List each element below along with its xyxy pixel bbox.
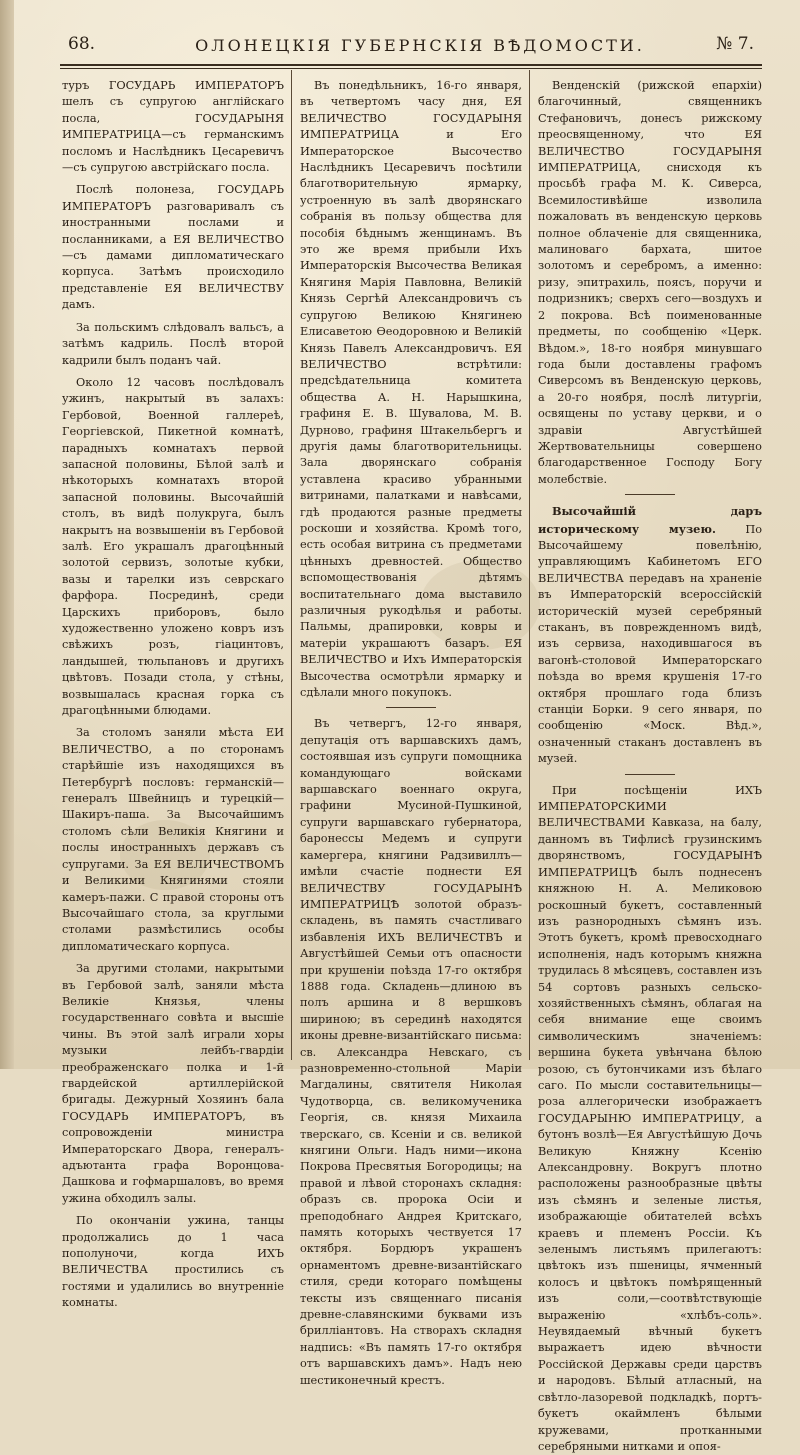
paragraph: Венденскій (рижской епархіи) благочинный, священникъ Стефановичъ, донесъ рижскому преосвященному, что ЕЯ ВЕЛИЧЕСТВО ГОСУДАРЫНЯ ИМПЕРАТРИЦА, снисходя къ просьбѣ графа М. К. Сиверса, Всемилостивѣйше изволила пожаловать въ венденскую церковь полное облаченіе для священника, малиноваго бархата, шитое золотомъ и серебромъ, а именно: ризу, эпитрахиль, поясъ, поручи и подризникъ; сверхъ сего—воздухъ и 2 покрова. Всѣ поименованные предметы, по сообщенію «Церк. Вѣдом.», 18-го ноября минувшаго года были доставлены графомъ Сиверсомъ въ Венденскую церковь, а 20-го ноября, послѣ литургіи, освящены по уставу церкви, и о здравіи Августѣйшей Жертвовательницы совершено благодарственное Господу Богу молебствіе.	[538, 79, 762, 486]
paragraph: Послѣ полонеза, ГОСУДАРЬ ИМПЕРАТОРЪ разговаривалъ съ иностранными послами и посланниками, а ЕЯ ВЕЛИЧЕСТВО—съ дамами дипломатическаго корпуса. Затѣмъ происходило представленіе ЕЯ ВЕЛИЧЕСТВУ дамъ.	[62, 183, 284, 312]
section-separator	[625, 494, 675, 495]
section-heading: Высочайшій даръ историческому музею.	[538, 504, 762, 536]
page-number: 68.	[68, 34, 96, 54]
section-separator	[386, 707, 436, 708]
column-3	[538, 78, 762, 1453]
paragraph: туръ ГОСУДАРЬ ИМПЕРАТОРЪ шелъ съ супругою англійскаго посла, ГОСУДАРЫНЯ ИМПЕРАТРИЦА—съ германскимъ посломъ и Наслѣдникъ Цесаревичъ—съ супругою австрійскаго посла.	[62, 79, 284, 175]
column-divider	[291, 70, 292, 1060]
page-binding-edge	[0, 0, 14, 1069]
paragraph: За польскимъ слѣдовалъ вальсъ, а затѣмъ кадриль. Послѣ второй кадрили былъ поданъ чай.	[62, 320, 284, 367]
column-2	[300, 78, 522, 1387]
column-1	[62, 78, 284, 1310]
paragraph: Около 12 часовъ послѣдовалъ ужинъ, накрытый въ залахъ: Гербовой, Военной галлереѣ, Георгіевской, Пикетной комнатѣ, парадныхъ комнатахъ первой запасной половины, Бѣлой залѣ и нѣкоторыхъ комнатахъ второй запасной половины. Высочайшій столъ, въ видѣ полукруга, былъ накрытъ на возвышеніи въ Гербовой залѣ. Его украшалъ драгоцѣнный золотой сервизъ, золотые кубки, вазы и тарелки изъ севрскаго фарфора. Посрединѣ, среди Царскихъ приборовъ, было художественно уложено ковръ изъ свѣжихъ розъ, гіацинтовъ, ландышей, тюльпановъ и другихъ цвѣтовъ. Позади стола, у стѣны, возвышалась красная горка съ драгоцѣнными блюдами.	[62, 375, 284, 718]
header-rule-thin	[60, 68, 762, 69]
paragraph: Въ четвергъ, 12-го января, депутація отъ варшавскихъ дамъ, состоявшая изъ супруги помощника командующаго войсками варшавскаго военнаго округа, графини Мусиной-Пушкиной, супруги варшавскаго губернатора, баронессы Медемъ и супруги камергера, княгини Радзивиллъ—имѣли счастіе поднести ЕЯ ВЕЛИЧЕСТВУ ГОСУДАРЫНѢ ИМПЕРАТРИЦѢ золотой образъ-складень, въ память счастливаго избавленія ИХЪ ВЕЛИЧЕСТВЪ и Августѣйшей Семьи отъ опасности при крушеніи поѣзда 17-го октября 1888 года. Складень—длиною въ полъ аршина и 8 вершковъ шириною; въ серединѣ находятся иконы древне-византійскаго письма: св. Александра Невскаго, съ разновременно-стольной Маріи Магдалины, святителя Николая Чудотворца, св. великомученика Георгія, св. князя Михаила тверскаго, св. Ксеніи и св. великой княгини Ольги. Надъ ними—икона Покрова Пресвятыя Богородицы; на правой и лѣвой сторонахъ складня: образъ св. пророка Осіи и преподобнаго Андрея Критскаго, память которыхъ чествуется 17 октября. Бордюръ украшенъ орнаментомъ древне-византійскаго стиля, среди котораго помѣщены тексты изъ священнаго писанія древне-славянскими буквами изъ брилліантовъ. На створахъ складня надпись: «Въ память 17-го октября отъ варшавскихъ дамъ». Надъ нею шестиконечный крестъ.	[300, 717, 522, 1387]
paragraph: По окончаніи ужина, танцы продолжались до 1 часа пополуночи, когда ИХЪ ВЕЛИЧЕСТВА простились съ гостями и удалились во внутренніе комнаты.	[62, 1214, 284, 1310]
paragraph: Въ понедѣльникъ, 16-го января, въ четвертомъ часу дня, ЕЯ ВЕЛИЧЕСТВО ГОСУДАРЫНЯ ИМПЕРАТРИЦА и Его Императорское Высочество Наслѣдникъ Цесаревичъ посѣтили благотворительную ярмарку, устроенную въ залѣ дворянскаго собранія въ пользу общества для пособія бѣднымъ женщинамъ. Въ это же время прибыли Ихъ Императорскія Высочества Великая Княгиня Марія Павловна, Великій Князь Сергѣй Александровичъ съ супругою Великою Княгинею Елисаветою Ѳеодоровною и Великій Князь Павелъ Александровичъ. ЕЯ ВЕЛИЧЕСТВО встрѣтили: предсѣдательница комитета общества А. Н. Нарышкина, графиня Е. В. Шувалова, М. В. Дурново, графиня Штакельбергъ и другія дамы благотворительницы. Зала дворянскаго собранія уставлена красиво убранными витринами, палатками и навѣсами, гдѣ продаются разные предметы роскоши и хозяйства. Кромѣ того, есть особая витрина съ предметами цѣнныхъ древностей. Общество вспомоществованія дѣтямъ воспитательнаго дома выставило различныя рукодѣлья и работы. Пальмы, драпировки, ковры и матеріи украшаютъ базаръ. ЕЯ ВЕЛИЧЕСТВО и Ихъ Императорскія Высочества осмотрѣли ярмарку и сдѣлали много покупокъ.	[300, 79, 522, 700]
paragraph	[538, 503, 762, 768]
section-separator	[625, 774, 675, 775]
paragraph-text: По Высочайшему повелѣнію, управляющимъ Кабинетомъ ЕГО ВЕЛИЧЕСТВА передавъ на храненіе въ Императорскій всероссійскій историческій музей серебряный стаканъ, въ поврежденномъ видѣ, изъ сервиза, находившагося въ вагонѣ-столовой Императорскаго поѣзда во время крушенія 17-го октября прошлаго года близъ станціи Борки. 9 сего января, по сообщенію «Моск. Вѣд.», означенный стаканъ доставленъ въ музей.	[538, 522, 762, 766]
issue-number: № 7.	[716, 34, 754, 54]
column-divider	[529, 70, 530, 1060]
paragraph: За другими столами, накрытыми въ Гербовой залѣ, заняли мѣста Великіе Князья, члены государственнаго совѣта и высшіе чины. Въ этой залѣ играли хоры музыки лейбъ-гвардіи преображенскаго полка и 1-й гвардейской артиллерійской бригады. Дежурный Хозяинъ бала ГОСУДАРЬ ИМПЕРАТОРЪ, въ сопровожденіи министра Императорскаго Двора, генералъ-адъютанта графа Воронцова-Дашкова и гофмаршаловъ, во время ужина обходилъ залы.	[62, 962, 284, 1205]
paragraph: За столомъ заняли мѣста ЕИ ВЕЛИЧЕСТВО, а по сторонамъ старѣйшіе изъ находящихся въ Петербургѣ пословъ: германскій—генералъ Швейницъ и турецкій—Шакиръ-паша. За Высочайшимъ столомъ сѣли Великія Княгини и послы иностранныхъ державъ съ супругами. За ЕЯ ВЕЛИЧЕСТВОМЪ и Великими Княгинями стояли камеръ-пажи. С правой стороны отъ Высочайшаго стола, за круглыми столами размѣстились особы дипломатическаго корпуса.	[62, 726, 284, 953]
paragraph: При посѣщеніи ИХЪ ИМПЕРАТОРСКИМИ ВЕЛИЧЕСТВАМИ Кавказа, на балу, данномъ въ Тифлисѣ грузинскимъ дворянствомъ, ГОСУДАРЫНѢ ИМПЕРАТРИЦѢ былъ поднесенъ княжною Н. А. Меликовою роскошный букетъ, составленный изъ разнородныхъ сѣмянъ изъ. Этотъ букетъ, кромѣ превосходнаго исполненія, надъ которымъ княжна трудилась 8 мѣсяцевъ, составлен изъ 54 сортовъ разныхъ сельско-хозяйственныхъ сѣмянъ, облагая на себя внимание еще своимъ символическимъ значеніемъ: вершина букета увѣнчана бѣлою розою, съ бутончиками изъ бѣлаго саго. По мысли составительницы—роза аллегорически изображаетъ ГОСУДАРЫНЮ ИМПЕРАТРИЦУ, а бутонъ возлѣ—Ея Августѣйшую Дочь Великую Княжну Ксенію Александровну. Вокругъ плотно расположены разнообразные цвѣты изъ сѣмянъ и зеленые листья, изображающіе обитателей всѣхъ краевъ и племенъ Россіи. Къ зеленымъ листьямъ прилегаютъ: цвѣтокъ изъ пшеницы, ячменный колосъ и цвѣтокъ помѣрященный изъ соли,—соотвѣтствующіе выраженію «хлѣбъ-соль». Неувядаемый вѣчный букетъ выражаетъ идею вѣчности Россійской Державы среди царствъ и народовъ. Бѣлый атласный, на свѣтло-лазоревой подкладкѣ, портъ-букетъ окаймленъ бѣлыми кружевами, протканными серебряными нитками и опоя-	[538, 783, 762, 1453]
page-header	[60, 30, 760, 60]
newspaper-title: ОЛОНЕЦКІЯ ГУБЕРНСКІЯ ВѢДОМОСТИ.	[195, 36, 645, 55]
